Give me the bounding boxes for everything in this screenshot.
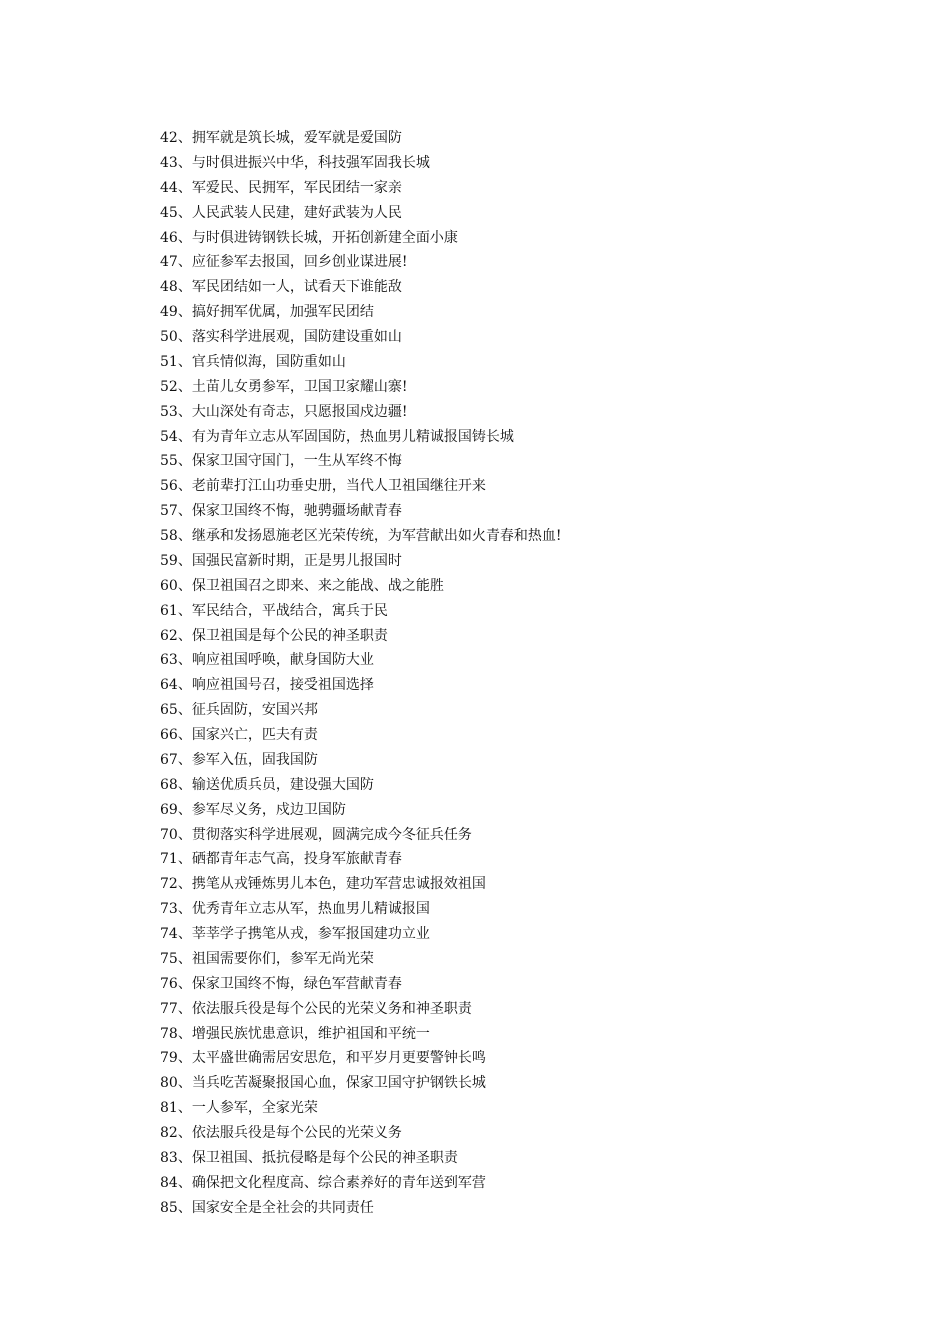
- slogan-line: 48、军民团结如一人，试看天下谁能敌: [160, 279, 402, 296]
- slogan-line: 43、与时俱进振兴中华，科技强军固我长城: [160, 154, 430, 171]
- slogan-line: 55、保家卫国守国门，一生从军终不悔: [160, 453, 402, 470]
- slogan-line: 80、当兵吃苦凝聚报国心血，保家卫国守护钢铁长城: [160, 1075, 486, 1092]
- slogan-list: [160, 126, 561, 1221]
- slogan-line: 68、输送优质兵员，建设强大国防: [160, 776, 374, 793]
- slogan-line: 78、增强民族忧患意识，维护祖国和平统一: [160, 1025, 430, 1042]
- slogan-line: 76、保家卫国终不悔，绿色军营献青春: [160, 975, 402, 992]
- slogan-line: 73、优秀青年立志从军，热血男儿精诚报国: [160, 901, 430, 918]
- slogan-line: 45、人民武装人民建，建好武装为人民: [160, 204, 402, 221]
- slogan-line: 72、携笔从戎锤炼男儿本色，建功军营忠诚报效祖国: [160, 876, 486, 893]
- slogan-line: 82、依法服兵役是每个公民的光荣义务: [160, 1125, 402, 1141]
- slogan-line: 65、征兵固防，安国兴邦: [160, 702, 318, 719]
- slogan-line: 85、国家安全是全社会的共同责任: [160, 1199, 374, 1216]
- slogan-line: 53、大山深处有奇志，只愿报国戍边疆!: [160, 403, 408, 420]
- slogan-line: 83、保卫祖国、抵抗侵略是每个公民的神圣职责: [160, 1149, 458, 1166]
- slogan-line: 52、土苗儿女勇参军，卫国卫家耀山寨!: [160, 378, 408, 395]
- slogan-line: 71、硒都青年志气高，投身军旅献青春: [160, 851, 402, 868]
- slogan-line: 54、有为青年立志从军固国防，热血男儿精诚报国铸长城: [160, 428, 514, 445]
- slogan-line: 51、官兵情似海，国防重如山: [160, 353, 346, 370]
- slogan-line: 44、军爱民、民拥军，军民团结一家亲: [160, 179, 402, 196]
- slogan-line: 69、参军尽义务，戍边卫国防: [160, 801, 346, 818]
- slogan-line: 84、确保把文化程度高、综合素养好的青年送到军营: [160, 1174, 486, 1191]
- slogan-line: 62、保卫祖国是每个公民的神圣职责: [160, 627, 388, 644]
- slogan-line: 47、应征参军去报国，回乡创业谋进展!: [160, 254, 408, 271]
- slogan-line: 66、国家兴亡，匹夫有责: [160, 727, 318, 743]
- slogan-line: 58、继承和发扬恩施老区光荣传统，为军营献出如火青春和热血!: [160, 528, 562, 544]
- slogan-line: 67、参军入伍，固我国防: [160, 751, 318, 768]
- slogan-line: 49、搞好拥军优属，加强军民团结: [160, 304, 374, 321]
- slogan-line: 56、老前辈打江山功垂史册，当代人卫祖国继往开来: [160, 478, 486, 495]
- slogan-line: 57、保家卫国终不悔，驰骋疆场献青春: [160, 503, 402, 520]
- slogan-line: 59、国强民富新时期，正是男儿报国时: [160, 552, 402, 569]
- slogan-line: 70、贯彻落实科学进展观，圆满完成今冬征兵任务: [160, 826, 472, 843]
- slogan-line: 61、军民结合，平战结合，寓兵于民: [160, 602, 388, 619]
- slogan-line: 63、响应祖国呼唤，献身国防大业: [160, 652, 374, 669]
- slogan-line: 77、依法服兵役是每个公民的光荣义务和神圣职责: [160, 1000, 472, 1017]
- slogan-line: 46、与时俱进铸钢铁长城，开拓创新建全面小康: [160, 229, 458, 246]
- slogan-line: 79、太平盛世确需居安思危，和平岁月更要警钟长鸣: [160, 1050, 486, 1067]
- slogan-line: 75、祖国需要你们，参军无尚光荣: [160, 950, 374, 967]
- slogan-line: 50、落实科学进展观，国防建设重如山: [160, 329, 402, 345]
- slogan-line: 74、莘莘学子携笔从戎，参军报国建功立业: [160, 926, 430, 942]
- slogan-line: 64、响应祖国号召，接受祖国选择: [160, 677, 374, 694]
- slogan-line: 81、一人参军，全家光荣: [160, 1100, 318, 1117]
- slogan-line: 60、保卫祖国召之即来、来之能战、战之能胜: [160, 577, 444, 594]
- slogan-line: 42、拥军就是筑长城，爱军就是爱国防: [160, 130, 402, 146]
